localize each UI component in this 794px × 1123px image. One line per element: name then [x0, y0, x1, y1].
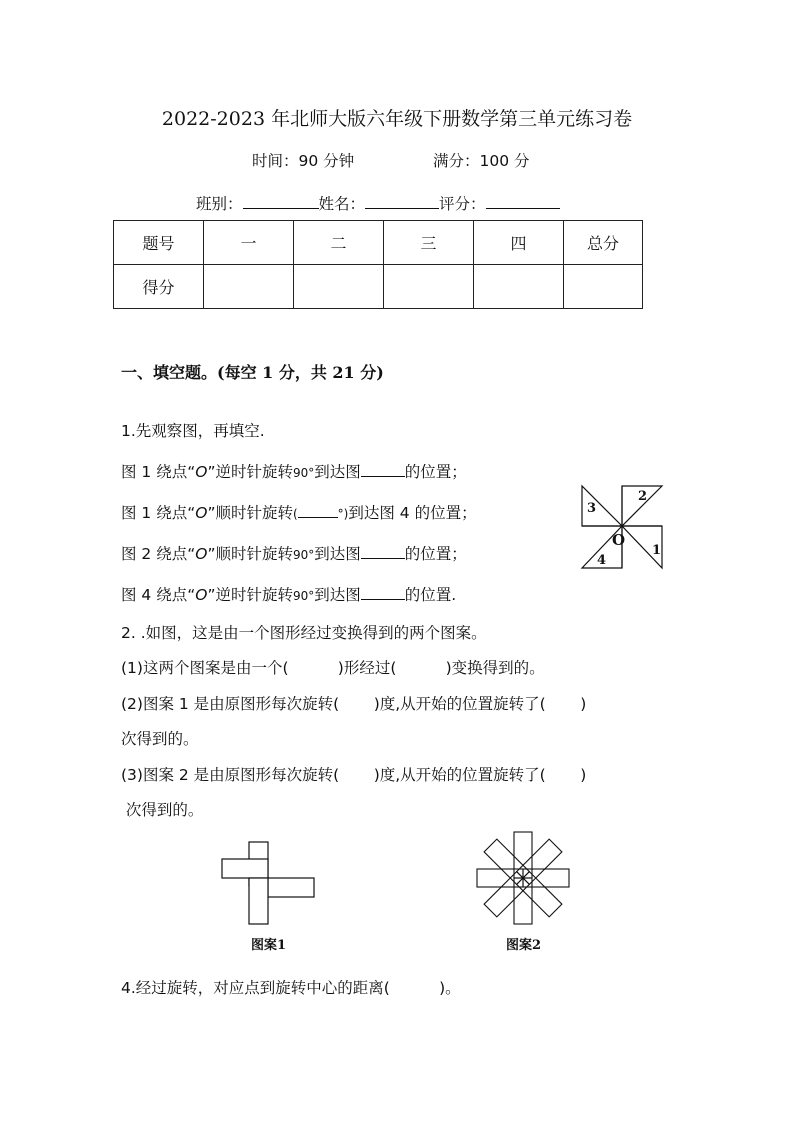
- score-label: 评分：: [439, 195, 486, 213]
- text: 90°: [292, 466, 315, 480]
- text: ”逆时针旋转: [207, 463, 293, 481]
- text: 到达图: [314, 545, 361, 563]
- text: 图 1 绕点“: [121, 504, 196, 522]
- pattern1-arm-left: [222, 859, 268, 878]
- name-blank[interactable]: [365, 207, 439, 209]
- text: 90°: [292, 548, 315, 562]
- pattern2-figure: [472, 828, 574, 928]
- q2-part2-cont: 次得到的。: [121, 730, 199, 748]
- text: 图 2 绕点“: [121, 545, 196, 563]
- text: 图 4 绕点“: [121, 586, 196, 604]
- section-heading: 一、填空题。(每空 1 分，共 21 分): [121, 363, 384, 382]
- q4-text: 4.经过旋转，对应点到旋转中心的距离( )。: [121, 979, 461, 997]
- text: O: [195, 586, 208, 604]
- class-label: 班别：: [196, 195, 243, 213]
- pattern1-arm-right: [268, 878, 314, 897]
- q2-part3-cont: 次得到的。: [121, 801, 204, 819]
- pattern2-label: 图案2: [506, 938, 542, 953]
- pinwheel-figure: [578, 482, 668, 574]
- answer-blank[interactable]: [361, 598, 405, 600]
- answer-blank[interactable]: [361, 475, 405, 477]
- text: (: [292, 507, 298, 521]
- answer-blank[interactable]: [298, 516, 338, 518]
- text: 90°: [292, 589, 315, 603]
- q1-intro: 1.先观察图，再填空.: [121, 422, 265, 440]
- label-2: 2: [638, 489, 648, 504]
- text: 到达图: [314, 586, 361, 604]
- score-table: [113, 220, 643, 309]
- score-input-cell[interactable]: [564, 265, 643, 309]
- text: O: [195, 545, 208, 563]
- q1-line2: [121, 501, 477, 523]
- score-input-cell[interactable]: [474, 265, 564, 309]
- label-o: O: [612, 531, 626, 549]
- student-info-line: [196, 192, 560, 214]
- score-input-cell[interactable]: [294, 265, 384, 309]
- text: 到达图: [314, 463, 361, 481]
- text: 到达图 4 的位置；: [348, 504, 477, 522]
- score-input-cell[interactable]: [204, 265, 294, 309]
- text: °): [337, 507, 349, 521]
- q1-line4: [121, 583, 456, 605]
- label-3: 3: [587, 501, 597, 516]
- q1-line3: [121, 542, 467, 564]
- full-score: 满分：100 分: [433, 152, 530, 170]
- label-1: 1: [652, 543, 662, 558]
- name-label: 姓名：: [318, 195, 366, 213]
- text: O: [195, 504, 208, 522]
- table-cell: 二: [294, 221, 384, 265]
- text: ”逆时针旋转: [207, 586, 293, 604]
- answer-blank[interactable]: [361, 557, 405, 559]
- text: 的位置.: [404, 586, 457, 604]
- table-cell: 一: [204, 221, 294, 265]
- table-cell: 题号: [114, 221, 204, 265]
- table-cell: 得分: [114, 265, 204, 309]
- score-input-cell[interactable]: [384, 265, 474, 309]
- class-blank[interactable]: [243, 207, 319, 209]
- score-blank[interactable]: [486, 207, 560, 209]
- q2-part2: (2)图案 1 是由原图形每次旋转( )度,从开始的位置旋转了( ): [121, 695, 587, 713]
- text: ”顺时针旋转: [207, 545, 293, 563]
- pattern1-arm-bottom: [249, 878, 268, 924]
- q2-part1: (1)这两个图案是由一个( )形经过( )变换得到的。: [121, 659, 545, 677]
- label-4: 4: [597, 553, 607, 568]
- text: 图 1 绕点“: [121, 463, 196, 481]
- pattern1-label: 图案1: [251, 938, 287, 953]
- table-cell: 总分: [564, 221, 643, 265]
- text: ”顺时针旋转: [207, 504, 293, 522]
- pattern1-figure: [220, 840, 318, 928]
- text: O: [195, 463, 208, 481]
- q1-line1: [121, 460, 467, 482]
- page-title: 2022-2023 年北师大版六年级下册数学第三单元练习卷: [161, 108, 633, 130]
- text: 的位置；: [404, 463, 467, 481]
- score-table-header-row: [114, 221, 643, 265]
- q2-intro: 2. .如图，这是由一个图形经过变换得到的两个图案。: [121, 624, 487, 642]
- table-cell: 三: [384, 221, 474, 265]
- exam-time: 时间：90 分钟: [252, 152, 355, 170]
- q2-part3: (3)图案 2 是由原图形每次旋转( )度,从开始的位置旋转了( ): [121, 766, 587, 784]
- text: 的位置；: [404, 545, 467, 563]
- score-table-score-row: [114, 265, 643, 309]
- table-cell: 四: [474, 221, 564, 265]
